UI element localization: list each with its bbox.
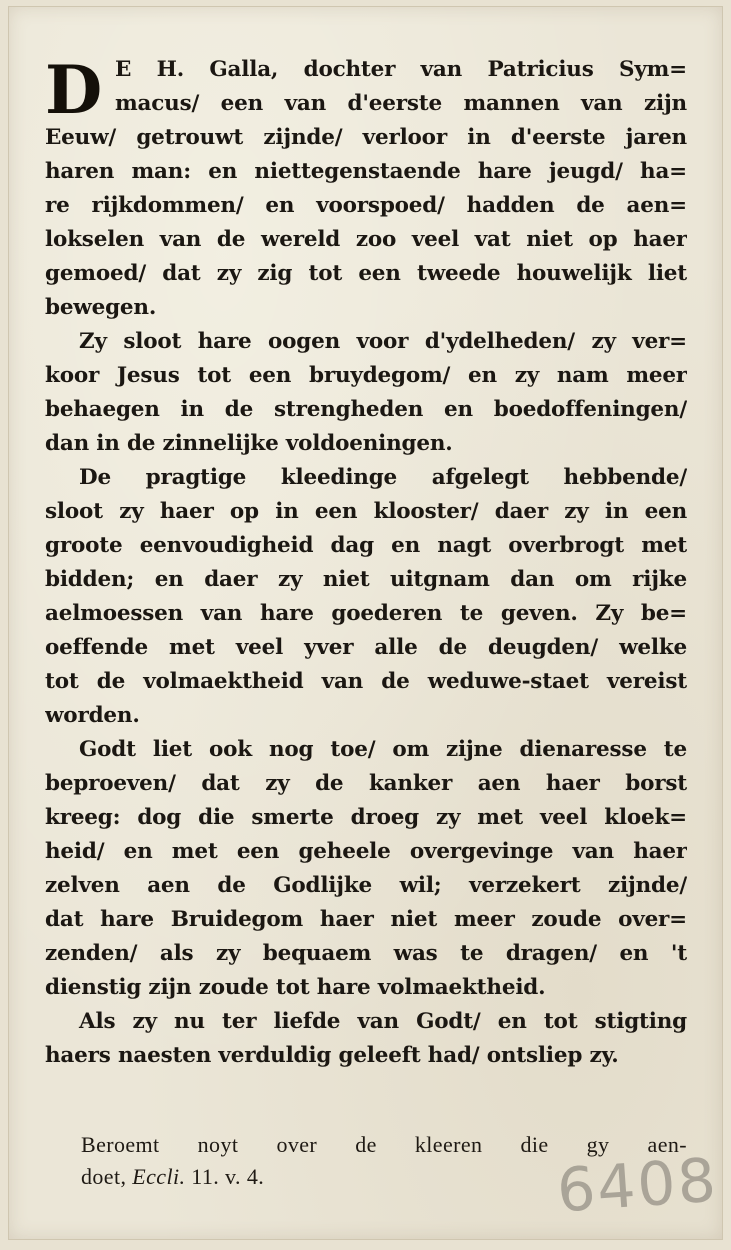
text-line: dan in de zinnelijke voldoeningen.: [45, 431, 453, 456]
body-text: [45, 53, 687, 1073]
text-line: E H. Galla, dochter van Patricius Sym=: [115, 57, 687, 82]
text-line: sloot zy haer op in een klooster/ daer zy in een: [45, 499, 687, 524]
text-line: worden.: [45, 703, 140, 728]
text-line: koor Jesus tot een bruydegom/ en zy nam meer: [45, 363, 687, 388]
drop-cap: D: [45, 51, 103, 129]
paper-sheet: [8, 6, 723, 1240]
text-line: aelmoessen van hare goederen te geven. Zy be=: [45, 601, 687, 626]
motto-reference: Eccli.: [132, 1164, 186, 1189]
text-line: heid/ en met een geheele overgevinge van haer: [45, 839, 687, 864]
text-line: De pragtige kleedinge afgelegt hebbende/: [79, 465, 687, 490]
motto-line-2-start: doet,: [81, 1164, 133, 1189]
text-line: macus/ een van d'eerste mannen van zijn: [115, 91, 687, 116]
text-line: dat hare Bruidegom haer niet meer zoude over=: [45, 907, 687, 932]
text-line: re rijkdommen/ en voorspoed/ hadden de aen=: [45, 193, 687, 218]
text-line: zelven aen de Godlijke wil; verzekert zijnde/: [45, 873, 687, 898]
text-line: haren man: en niettegenstaende hare jeugd/ ha=: [45, 159, 687, 184]
text-line: Zy sloot hare oogen voor d'ydelheden/ zy ver=: [79, 329, 687, 354]
text-line: oeffende met veel yver alle de deugden/ welke: [45, 635, 687, 660]
text-line: kreeg: dog die smerte droeg zy met veel kloek=: [45, 805, 687, 830]
text-line: bewegen.: [45, 295, 157, 320]
text-line: Godt liet ook nog toe/ om zijne dienaresse te: [79, 737, 687, 762]
motto-line-2-end: 11. v. 4.: [185, 1164, 265, 1189]
text-line: zenden/ als zy bequaem was te dragen/ en 't: [45, 941, 687, 966]
text-line: haers naesten verduldig geleeft had/ ontsliep zy.: [45, 1043, 619, 1068]
text-line: dienstig zijn zoude tot hare volmaektheid.: [45, 975, 546, 1000]
text-line: Eeuw/ getrouwt zijnde/ verloor in d'eerste jaren: [45, 125, 687, 150]
text-line: gemoed/ dat zy zig tot een tweede houwelijk liet: [45, 261, 687, 286]
text-line: lokselen van de wereld zoo veel vat niet op haer: [45, 227, 687, 252]
text-line: tot de volmaektheid van de weduwe-staet vereist: [45, 669, 687, 694]
text-line: behaegen in de strengheden en boedoffeningen/: [45, 397, 687, 422]
text-line: bidden; en daer zy niet uitgnam dan om rijke: [45, 567, 687, 592]
text-line: groote eenvoudigheid dag en nagt overbrogt met: [45, 533, 687, 558]
handwritten-inventory-number: 6408: [554, 1145, 720, 1227]
motto-line-1: Beroemt noyt over de kleeren die gy aen-: [81, 1132, 687, 1157]
text-line: Als zy nu ter liefde van Godt/ en tot stigting: [79, 1009, 687, 1034]
text-line: beproeven/ dat zy de kanker aen haer borst: [45, 771, 687, 796]
